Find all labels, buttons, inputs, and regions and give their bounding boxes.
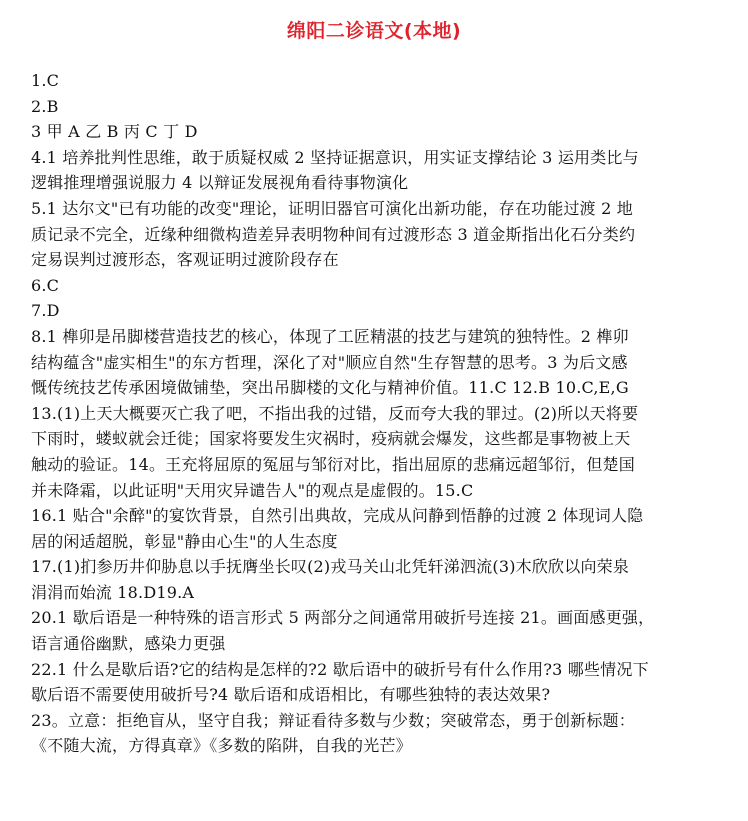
answer-line-27: 《不随大流，方得真章》《多数的陷阱，自我的光芒》 — [31, 736, 412, 756]
answer-line-18: 16.1 贴合"余醉"的宴饮背景，自然引出典故，完成从问静到悟静的过渡 2 体现词人隐 — [31, 506, 644, 526]
answer-line-4: 4.1 培养批判性思维，敢于质疑权威 2 坚持证据意识，用实证支撑结论 3 运用类比与 — [31, 147, 639, 167]
answer-line-10: 7.D — [31, 301, 60, 321]
answer-line-2: 2.B — [31, 96, 59, 116]
answer-line-24: 22.1 什么是歇后语?它的结构是怎样的?2 歇后语中的破折号有什么作用?3 哪些情况下 — [31, 659, 649, 679]
answer-line-17: 并未降霜，以此证明"天用灾异谴告人"的观点是虚假的。15.C — [31, 480, 474, 500]
answer-line-6: 5.1 达尔文"已有功能的改变"理论，证明旧器官可演化出新功能，存在功能过渡 2 地 — [31, 198, 634, 218]
answer-line-25: 歇后语不需要使用破折号?4 歇后语和成语相比，有哪些独特的表达效果? — [31, 685, 551, 705]
answer-line-26: 23。立意：拒绝盲从，坚守自我；辩证看待多数与少数；突破常态，勇于创新标题： — [31, 710, 635, 730]
answer-line-16: 触动的验证。14。王充将屈原的冤屈与邹衍对比，指出屈原的悲痛远超邹衍，但楚国 — [31, 454, 635, 474]
answer-line-22: 20.1 歇后语是一种特殊的语言形式 5 两部分之间通常用破折号连接 21。画面感更强， — [31, 608, 655, 628]
answer-list — [31, 68, 731, 759]
answer-line-12: 结构蕴含"虚实相生"的东方哲理，深化了对"顺应自然"生存智慧的思考。3 为后文感 — [31, 352, 628, 372]
answer-line-8: 定易误判过渡形态，客观证明过渡阶段存在 — [31, 250, 339, 270]
answer-line-21: 涓涓而始流 18.D19.A — [31, 582, 195, 602]
answer-line-11: 8.1 榫卯是吊脚楼营造技艺的核心，体现了工匠精湛的技艺与建筑的独特性。2 榫卯 — [31, 326, 629, 346]
answer-line-19: 居的闲适超脱，彰显"静由心生"的人生态度 — [31, 531, 338, 551]
answer-line-13: 慨传统技艺传承困境做铺垫，突出吊脚楼的文化与精神价值。11.C 12.B 10.C,E,G — [31, 378, 629, 398]
answer-line-23: 语言通俗幽默，感染力更强 — [31, 634, 226, 654]
answer-line-1: 1.C — [31, 71, 60, 90]
answer-line-5: 逻辑推理增强说服力 4 以辩证发展视角看待事物演化 — [31, 173, 409, 193]
answer-line-3: 3 甲 A 乙 B 丙 C 丁 D — [31, 122, 198, 142]
answer-line-20: 17.(1)扪参历井仰胁息以手抚膺坐长叹(2)戎马关山北凭轩涕泗流(3)木欣欣以向荣泉 — [31, 557, 630, 577]
page-title: 绵阳二诊语文(本地) — [286, 20, 462, 42]
answer-line-7: 质记录不完全，近缘种细微构造差异表明物种间有过渡形态 3 道金斯指出化石分类约 — [31, 224, 636, 244]
answer-line-14: 13.(1)上天大概要灭亡我了吧，不指出我的过错，反而夸大我的罪过。(2)所以天将要 — [31, 403, 639, 423]
answer-line-15: 下雨时，蝼蚁就会迁徙；国家将要发生灾祸时，疫病就会爆发，这些都是事物被上天 — [31, 429, 631, 449]
answer-line-9: 6.C — [31, 275, 60, 295]
